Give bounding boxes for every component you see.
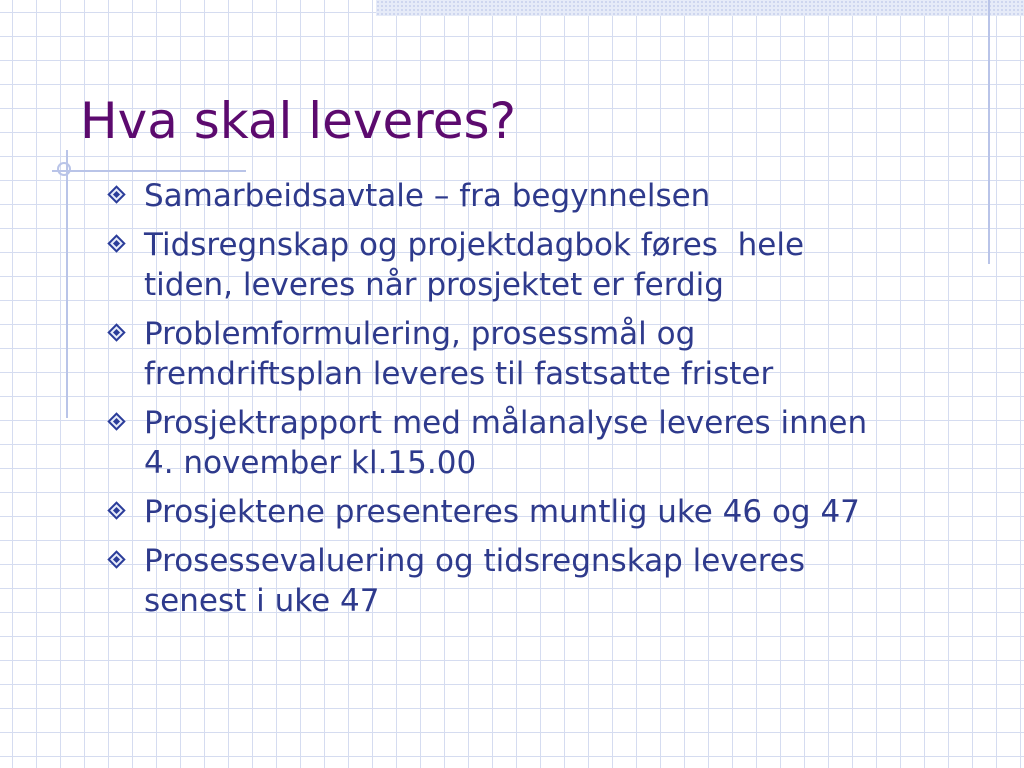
title-underline-rule xyxy=(52,170,246,172)
diamond-bullet-icon xyxy=(107,412,125,430)
bullet-text-line: 4. november kl.15.00 xyxy=(144,445,477,481)
bullet-item xyxy=(104,541,984,621)
left-decorative-rule xyxy=(66,150,68,418)
bullet-item xyxy=(104,314,984,394)
right-decorative-rule xyxy=(988,0,990,264)
diamond-bullet-icon xyxy=(107,185,125,203)
bullet-text-line: Prosessevaluering og tidsregnskap leveres xyxy=(144,543,806,579)
bullet-list xyxy=(104,176,984,630)
diamond-bullet-icon xyxy=(107,550,125,568)
bullet-text-line: senest i uke 47 xyxy=(144,583,380,619)
bullet-item xyxy=(104,225,984,305)
bullet-item xyxy=(104,492,984,532)
diamond-bullet-icon xyxy=(107,234,125,252)
bullet-text-line: Problemformulering, prosessmål og xyxy=(144,316,696,352)
slide-title: Hva skal leveres? xyxy=(80,92,517,150)
corner-ring-ornament xyxy=(57,162,71,176)
bullet-text-line: Samarbeidsavtale – fra begynnelsen xyxy=(144,178,711,214)
bullet-text-line: fremdriftsplan leveres til fastsatte frister xyxy=(144,356,774,392)
diamond-bullet-icon xyxy=(107,501,125,519)
bullet-item xyxy=(104,403,984,483)
bullet-text-line: Prosjektene presenteres muntlig uke 46 og 47 xyxy=(144,494,860,530)
bullet-text-line: tiden, leveres når prosjektet er ferdig xyxy=(144,267,724,303)
top-decorative-band xyxy=(376,0,1024,16)
bullet-text-line: Tidsregnskap og projektdagbok føres hele xyxy=(144,227,805,263)
bullet-text-line: Prosjektrapport med målanalyse leveres innen xyxy=(144,405,868,441)
bullet-item xyxy=(104,176,984,216)
diamond-bullet-icon xyxy=(107,323,125,341)
